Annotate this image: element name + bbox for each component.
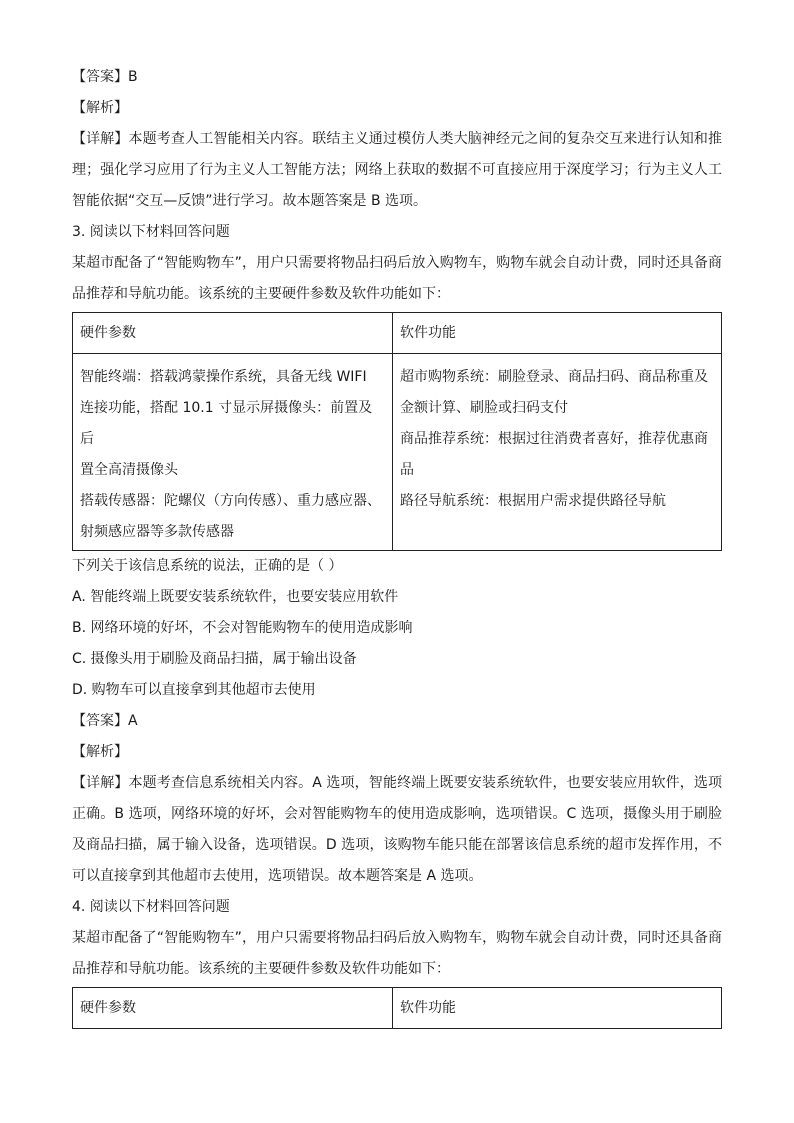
table-header-row xyxy=(73,313,722,354)
option-a: A. 智能终端上既要安装系统软件，也要安装应用软件 xyxy=(72,589,399,605)
answer-label: 【答案】A xyxy=(72,713,138,729)
detail-paragraph: 【详解】本题考查人工智能相关内容。联结主义通过模仿人类大脑神经元之间的复杂交互来进行认知和推理；强化学习应用了行为主义人工智能方法；网络上获取的数据不可直接应用于深度学习；行为主义人工智能依据“交互—反馈”进行学习。故本题答案是 B 选项。 xyxy=(72,131,722,209)
table-body-row xyxy=(73,354,722,551)
question-4-intro: 某超市配备了“智能购物车”，用户只需要将物品扫码后放入购物车，购物车就会自动计费，同时还具备商品推荐和导航功能。该系统的主要硬件参数及软件功能如下： xyxy=(72,930,722,977)
question-3-intro: 某超市配备了“智能购物车”，用户只需要将物品扫码后放入购物车，购物车就会自动计费，同时还具备商品推荐和导航功能。该系统的主要硬件参数及软件功能如下： xyxy=(72,255,722,302)
question-4-title: 4. 阅读以下材料回答问题 xyxy=(72,899,230,915)
answer-label: 【答案】B xyxy=(72,69,138,85)
hardware-cell xyxy=(73,354,393,551)
option-d: D. 购物车可以直接拿到其他超市去使用 xyxy=(72,682,316,698)
question-3-prompt: 下列关于该信息系统的说法，正确的是（ ） xyxy=(72,558,343,574)
option-b: B. 网络环境的好坏，不会对智能购物车的使用造成影响 xyxy=(72,620,413,636)
question-3-title: 3. 阅读以下材料回答问题 xyxy=(72,224,230,240)
software-line: 金额计算、刷脸或扫码支付 xyxy=(400,400,568,416)
option-c: C. 摄像头用于刷脸及商品扫描，属于输出设备 xyxy=(72,651,357,667)
header-software: 软件功能 xyxy=(393,988,722,1029)
hardware-line: 搭载传感器：陀螺仪（方向传感）、重力感应器、 xyxy=(80,493,381,509)
question-3-spec-table xyxy=(72,312,722,551)
document-page xyxy=(72,62,722,1029)
hardware-line: 置全高清摄像头 xyxy=(80,462,178,478)
software-cell xyxy=(393,354,722,551)
question-4-spec-table xyxy=(72,987,722,1029)
analysis-label: 【解析】 xyxy=(72,100,128,116)
hardware-line: 射频感应器等多款传感器 xyxy=(80,524,234,540)
header-hardware: 硬件参数 xyxy=(73,313,393,354)
analysis-label: 【解析】 xyxy=(72,744,128,760)
header-software: 软件功能 xyxy=(393,313,722,354)
detail-paragraph: 【详解】本题考查信息系统相关内容。A 选项，智能终端上既要安装系统软件，也要安装应用软件，选项正确。B 选项，网络环境的好坏，会对智能购物车的使用造成影响，选项错误。C 选项，摄像头用于刷脸及商品扫描，属于输入设备，选项错误。D 选项，该购物车能只能在部署该信息系统的超市发挥作用，不可以直接拿到其他超市去使用，选项错误。故本题答案是 A 选项。 xyxy=(72,775,722,884)
table-header-row xyxy=(73,988,722,1029)
software-line: 商品推荐系统：根据过往消费者喜好，推荐优惠商 xyxy=(400,431,708,447)
software-line: 超市购物系统：刷脸登录、商品扫码、商品称重及 xyxy=(400,369,708,385)
header-hardware: 硬件参数 xyxy=(73,988,393,1029)
software-line: 路径导航系统：根据用户需求提供路径导航 xyxy=(400,493,666,509)
hardware-line: 连接功能，搭配 10.1 寸显示屏摄像头：前置及后 xyxy=(80,400,373,447)
hardware-line: 智能终端：搭载鸿蒙操作系统，具备无线 WIFI xyxy=(80,369,367,385)
software-line: 品 xyxy=(400,462,414,478)
